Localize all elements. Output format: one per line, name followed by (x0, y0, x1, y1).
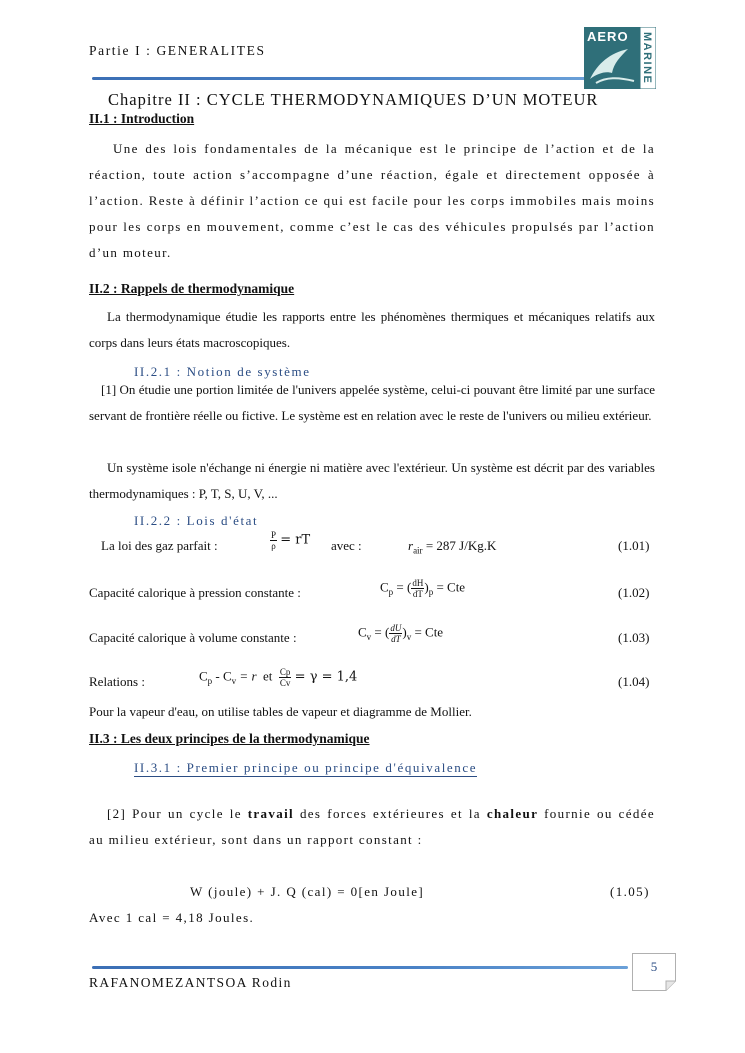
eq3-formula (358, 623, 443, 644)
pp-text-e: fournie ou cédée au milieu extérieur, sont dans un rapport constant : (89, 806, 655, 847)
pp-text-a: [2] Pour un cycle le (107, 806, 248, 821)
eq4-r: = r (239, 668, 257, 684)
chapter-title: Chapitre II : CYCLE THERMODYNAMIQUES D’UN MOTEUR (108, 90, 599, 109)
section-heading-principes: II.3 : Les deux principes de la thermodynamique (89, 731, 370, 746)
running-header: Partie I : GENERALITES (89, 43, 266, 58)
section-heading-introduction: II.1 : Introduction (89, 111, 195, 126)
eq3-ref: (1.03) (618, 630, 650, 645)
subsection-notion-systeme: II.2.1 : Notion de système (134, 364, 311, 379)
eq4-num: Cp (279, 667, 291, 677)
eq3-den: dT (391, 634, 401, 644)
eq3-label: Capacité calorique à volume constante : (89, 630, 297, 645)
eq2-lhs: C (380, 579, 389, 595)
eq4-ref: (1.04) (618, 674, 650, 689)
vapeur-note: Pour la vapeur d'eau, on utilise tables de vapeur et diagramme de Mollier. (89, 704, 472, 719)
eq4-mid-sub: v (231, 676, 237, 687)
eq5-formula: W (joule) + J. Q (cal) = 0[en Joule] (190, 884, 425, 899)
eq5-ref: (1.05) (610, 884, 650, 899)
eq2-num: dH (412, 578, 424, 588)
logo-top-text: AERO (587, 29, 629, 44)
eq4-et: et (263, 668, 273, 684)
eq1-num: P (271, 530, 277, 540)
eq4-lhs-sub: p (207, 676, 213, 687)
eq1-r-sub: air (413, 545, 423, 556)
subsection-lois-etat: II.2.2 : Lois d'état (134, 513, 259, 528)
eq2-ref: (1.02) (618, 585, 650, 600)
eq2-label: Capacité calorique à pression constante : (89, 585, 301, 600)
pp-travail: travail (247, 806, 295, 821)
eq1-avec: avec : (331, 538, 362, 553)
page-number-box (632, 953, 676, 991)
footer-author: RAFANOMEZANTSOA Rodin (89, 975, 292, 990)
eq1-r-value (408, 538, 496, 556)
eq3-lhs-sub: v (366, 632, 372, 643)
aero-marine-logo (584, 27, 656, 89)
eq1-rval: = 287 J/Kg.K (425, 538, 497, 553)
eq4-mid: - C (215, 668, 232, 684)
eq2-close-sub: p (428, 587, 434, 598)
subsection-premier-principe: II.3.1 : Premier principe ou principe d'équivalence (134, 760, 478, 775)
eq4-label: Relations : (89, 674, 145, 689)
pp-chaleur: chaleur (486, 806, 539, 821)
logo-side-text: MARINE (641, 32, 653, 85)
section-heading-rappels: II.2 : Rappels de thermodynamique (89, 281, 295, 296)
eq2-den: dT (412, 589, 423, 599)
premier-principe-paragraph (89, 801, 655, 853)
systeme-paragraph-1: [1] On étudie une portion limitée de l'univers appelée système, celui-ci pouvant être limité par une surface servant de frontière réelle ou fictive. Le système est en relation avec le reste de l'univers ou milieu extérieur. (89, 382, 655, 423)
eq4-rhs: = γ = 1,4 (294, 669, 358, 685)
eq3-fraction (389, 623, 402, 644)
eq1-ref: (1.01) (618, 538, 650, 553)
pp-text-c: des forces extérieures et la (294, 806, 487, 821)
eq3-rhs: = Cte (414, 624, 444, 640)
footer-rule (92, 966, 628, 969)
systeme-paragraph-2: Un système isole n'échange ni énergie ni matière avec l'extérieur. Un système est décrit par des variables thermodynamiques : P, T, S, U, V, ... (89, 460, 655, 501)
eq1-label-text: La loi des gaz parfait : (101, 538, 218, 553)
eq2-open: = ( (396, 579, 412, 595)
eq2-lhs-sub: p (388, 587, 394, 598)
eq4-formula (199, 667, 357, 688)
eq3-lhs: C (358, 624, 367, 640)
eq1-r: r (408, 538, 414, 553)
eq4-lhs: C (199, 668, 208, 684)
page-number: 5 (650, 959, 658, 974)
eq1-label (101, 538, 218, 554)
eq3-close-sub: v (406, 632, 412, 643)
eq2-rhs: = Cte (436, 579, 466, 595)
cal-note: Avec 1 cal = 4,18 Joules. (89, 910, 255, 925)
eq3-open: = ( (374, 624, 390, 640)
eq3-close: ) (402, 624, 407, 640)
eq2-formula (380, 578, 465, 599)
eq4-den: Cv (279, 678, 291, 688)
eq1-formula (270, 530, 310, 551)
rappels-paragraph: La thermodynamique étudie les rapports entre les phénomènes thermiques et mécaniques relatifs aux corps dans leurs états macroscopiques. (89, 309, 655, 350)
eq1-rhs: = rT (280, 532, 311, 548)
intro-paragraph: Une des lois fondamentales de la mécanique est le principe de l’action et de la réaction, toute action s’accompagne d’une réaction, égale et directement opposée à l’action. Reste à définir l’action ce qui est facile pour les corps immobiles mais moins pour les corps en mouvement, comme c’est le cas des véhicules propulsés par l’action d’un moteur. (89, 141, 655, 260)
eq2-fraction (411, 578, 424, 599)
eq1-fraction (270, 530, 277, 551)
header-rule (92, 77, 588, 80)
eq1-den: ρ (271, 541, 276, 551)
eq2-close: ) (424, 579, 429, 595)
eq3-num: dU (390, 623, 402, 633)
eq4-fraction (279, 667, 292, 688)
